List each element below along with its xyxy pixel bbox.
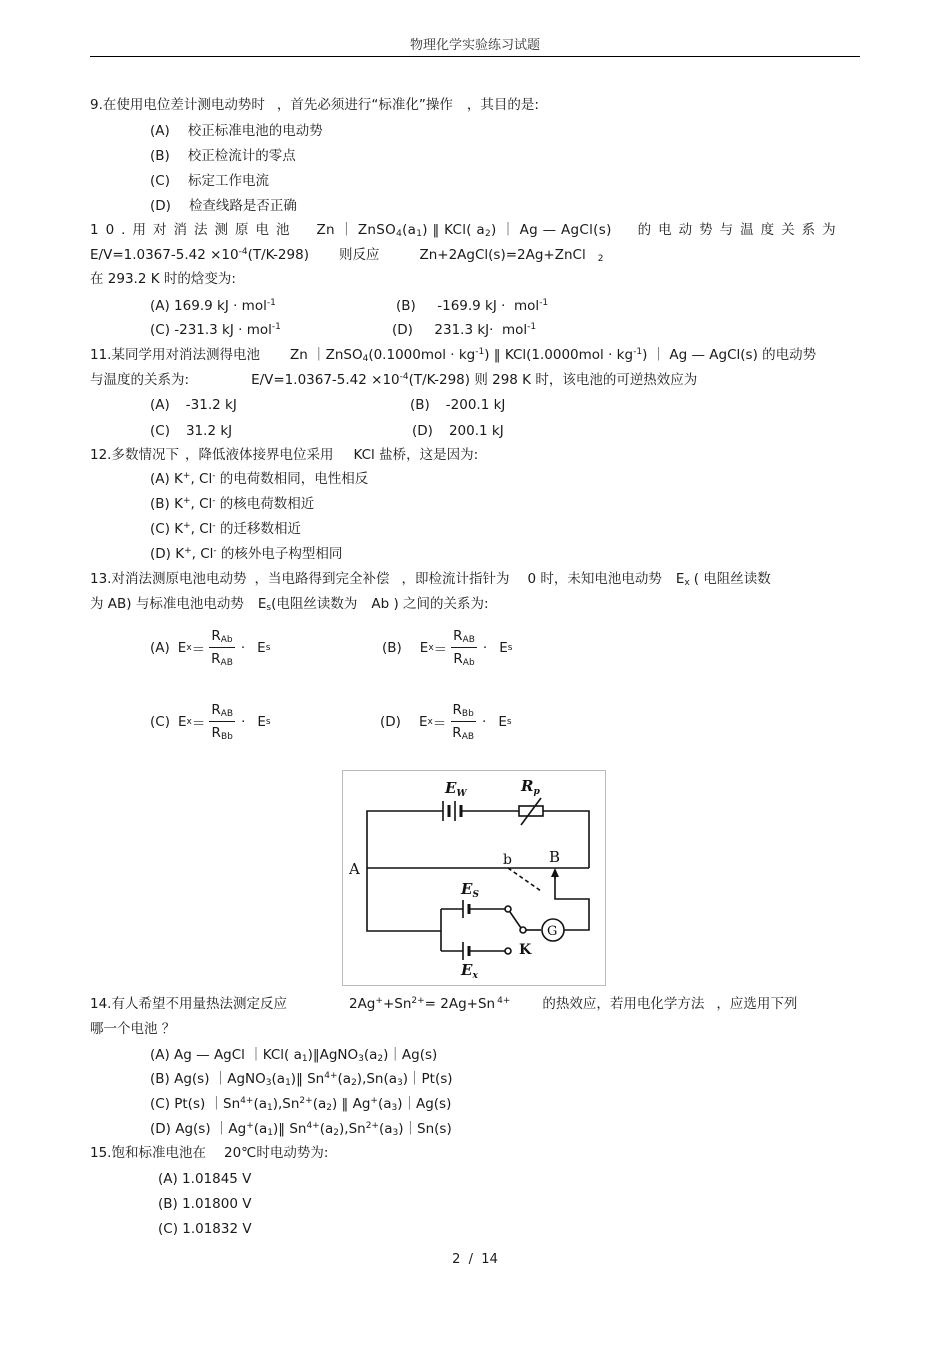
question-10-option-b: (B) -169.9 kJ · mol$^{-1}$ — [396, 298, 549, 314]
label-a: A — [349, 860, 360, 878]
question-14-stem-line1: 14.有人希望不用量热法测定反应 $2Ag^++Sn^{2+}= 2Ag+Sn$ $^{4+}$ 的热效应，若用电化学方法 ，应选用下列 — [90, 996, 798, 1012]
question-15-option-a: (A) 1.01845 V — [158, 1171, 252, 1187]
switch-blade — [510, 912, 521, 928]
wire-a-down — [367, 868, 441, 931]
question-15-option-b: (B) 1.01800 V — [158, 1196, 252, 1212]
label-rp: $R_p$ — [521, 777, 540, 797]
rheostat-arrow — [521, 798, 541, 825]
question-15-option-c: (C) 1.01832 V — [158, 1221, 252, 1237]
question-10-stem-line1: 10.用对消法测原电池 Zn ｜ $ZnSO_4(a_1)$ ‖ KCl( $a_2$) ｜ Ag — AgCl(s) 的电动势与温度关系为 — [90, 222, 843, 239]
contact-arrow — [551, 868, 559, 877]
question-15-stem: 15.饱和标准电池在 20℃时电动势为: — [90, 1145, 329, 1161]
page-number: 2 / 14 — [452, 1252, 498, 1267]
header-divider — [90, 56, 860, 57]
label-g: G — [547, 924, 558, 939]
question-10-option-c: (C) -231.3 kJ · mol$^{-1}$ — [150, 322, 281, 338]
question-13-option-a: (A) E x ＝ $\frac{R_{Ab}}{R_{AB}}$ · E s — [150, 628, 271, 668]
question-12-option-d: (D) K+, Cl- 的核外电子构型相同 — [150, 546, 343, 562]
question-11-option-a: (A) -31.2 kJ — [150, 397, 237, 413]
circuit-svg — [343, 771, 605, 985]
question-9-option-c: (C) 标定工作电流 — [150, 173, 269, 189]
question-13-stem-line2: 为 AB) 与标准电池电动势 $E_s$(电阻丝读数为 Ab ) 之间的关系为: — [90, 596, 489, 613]
potentiometer-circuit-diagram — [342, 770, 606, 986]
question-9-option-a: (A) 校正标准电池的电动势 — [150, 123, 323, 139]
fraction: $\frac{R_{Bb}}{R_{AB}}$ — [452, 702, 475, 742]
question-13-option-c: (C) E x ＝ $\frac{R_{AB}}{R_{Bb}}$ · E s — [150, 702, 271, 742]
label-ew: $E_W$ — [445, 779, 467, 799]
question-10-option-a: (A) 169.9 kJ · mol$^{-1}$ — [150, 298, 276, 314]
label-b-big: B — [549, 848, 561, 866]
fraction: $\frac{R_{AB}}{R_{Bb}}$ — [211, 702, 234, 742]
question-10-stem-line3: 在 293.2 K 时的焓变为: — [90, 271, 236, 287]
label-b-small: b — [503, 852, 512, 868]
question-10-option-d: (D) 231.3 kJ· mol$^{-1}$ — [392, 322, 537, 338]
wire-top-left — [367, 811, 443, 868]
question-11-option-b: (B) -200.1 kJ — [410, 397, 506, 413]
question-13-option-d: (D) E x ＝ $\frac{R_{Bb}}{R_{AB}}$ · E s — [380, 702, 512, 742]
page-header-title: 物理化学实验练习试题 — [409, 38, 540, 53]
label-k: K — [519, 942, 532, 958]
question-11-stem-line2: 与温度的关系为: $E/V=1.0367-5.42 \times 10^{-4}(T/K-298)$ 则 298 K 时，该电池的可逆热效应为 — [90, 372, 698, 388]
question-13-option-b: (B) E x ＝ $\frac{R_{AB}}{R_{Ab}}$ · E s — [382, 628, 513, 668]
question-9-option-d: (D) 检查线路是否正确 — [150, 198, 297, 214]
question-14-option-c: (C) Pt(s) $|Sn^{4+}(a_1),Sn^{2+}(a_2)$ ‖ $Ag^+(a_3)|Ag(s)$ — [150, 1096, 452, 1113]
question-9-option-b: (B) 校正检流计的零点 — [150, 148, 296, 164]
fraction: $\frac{R_{AB}}{R_{Ab}}$ — [453, 628, 475, 668]
label-es: $E_S$ — [461, 880, 479, 900]
question-9-stem: 9.在使用电位差计测电动势时 ，首先必须进行“标准化”操作 ，其目的是: — [90, 97, 539, 113]
slide-contact-dashed — [508, 868, 541, 891]
question-12-option-c: (C) K+, Cl- 的迁移数相近 — [150, 521, 301, 537]
question-10-stem-line2: $E/V=1.0367-5.42 \times 10^{-4}(T/K-298)$ 则反应 Zn+2AgCl(s)=2Ag+ZnCl $_2$ — [90, 247, 604, 264]
question-14-stem-line2: 哪一个电池 ？ — [90, 1021, 176, 1037]
question-12-option-b: (B) K+, Cl- 的核电荷数相近 — [150, 496, 315, 512]
question-13-stem-line1: 13.对消法测原电池电动势 ，当电路得到完全补偿 ，即检流计指针为 0 时，未知电池电动势 $E_x$ ( 电阻丝读数 — [90, 571, 771, 588]
fraction: $\frac{R_{Ab}}{R_{AB}}$ — [211, 628, 233, 668]
question-14-option-d: (D) Ag(s) $|Ag^+(a_1)‖$ $Sn^{4+}(a_2),Sn^{2+}(a_3)|Sn(s)$ — [150, 1121, 452, 1138]
question-14-option-b: (B) Ag(s) $|AgNO_3(a_1)‖$ $Sn^{4+}(a_2),Sn(a_3)|Pt(s)$ — [150, 1071, 453, 1088]
question-12-option-a: (A) K+, Cl- 的电荷数相同，电性相反 — [150, 471, 369, 487]
label-ex: $E_x$ — [461, 961, 478, 981]
switch-contact-s — [505, 906, 511, 912]
switch-contact-x — [505, 948, 511, 954]
question-14-option-a: (A) Ag — AgCl ｜KCl( $a_1)‖AgNO_3(a_2)|Ag(s)$ — [150, 1047, 438, 1064]
question-12-stem: 12.多数情况下 ，降低液体接界电位采用 KCl 盐桥，这是因为: — [90, 447, 479, 463]
question-11-option-c: (C) 31.2 kJ — [150, 423, 233, 439]
question-11-option-d: (D) 200.1 kJ — [412, 423, 504, 439]
question-11-stem-line1: 11.某同学用对消法测得电池 Zn ｜ZnSO$_4$(0.1000mol · $kg^{-1}$) ‖ $KCl(1.0000mol \cdot kg^{-1})$ ｜ Ag — AgCl(s) 的电动势 — [90, 347, 817, 364]
